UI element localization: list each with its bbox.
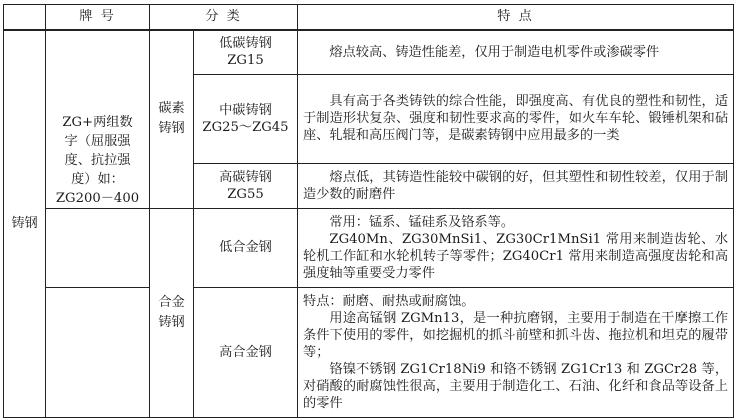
grade-note-continued bbox=[46, 208, 150, 287]
type-grade: ZG15 bbox=[227, 53, 264, 69]
header-col-category bbox=[4, 5, 46, 30]
type-name: 低碳铸钢 bbox=[219, 36, 272, 52]
feature-text: 用途高锰钢 ZGMn13，是一种抗磨钢，主要用于制造在干摩擦工作条件下使用的零件，如挖掘机的抓斗前壁和抓斗齿、拖拉机和坦克的履带等； bbox=[303, 310, 729, 360]
type-high-alloy: 高合金钢 bbox=[194, 287, 298, 417]
feature-text: 特点：耐磨、耐热或耐腐蚀。 bbox=[303, 293, 475, 309]
group-carbon-steel bbox=[150, 30, 194, 209]
feature-text: 铬镍不锈钢 ZG1Cr18Ni9 和铬不锈钢 ZG1Cr13 和 ZGCr28 等，对硝酸的耐腐蚀性很高，主要用于制造化工、石油、化纤和食品等设备上的零件 bbox=[303, 361, 729, 411]
group-label-line: 铸钢 bbox=[158, 314, 185, 330]
grade-note-line: 度、抗拉强 bbox=[64, 152, 131, 168]
type-high-carbon bbox=[194, 163, 298, 208]
grade-note-line: ZG+两组数 bbox=[62, 114, 133, 130]
grade-note-line: 字（屈服强 bbox=[64, 133, 131, 149]
feature-text: 常用：锰系、锰硅系及铬系等。 bbox=[329, 214, 515, 230]
type-grade: ZG25～ZG45 bbox=[202, 119, 289, 135]
feature-mid-carbon bbox=[298, 74, 734, 163]
feature-high-carbon bbox=[298, 163, 734, 208]
cast-steel-table bbox=[3, 4, 734, 418]
feature-low-carbon bbox=[298, 30, 734, 75]
row-low-carbon bbox=[4, 30, 734, 75]
header-row bbox=[4, 5, 734, 30]
type-mid-carbon bbox=[194, 74, 298, 163]
grade-note-continued bbox=[46, 287, 150, 417]
feature-text: 熔点低，其铸造性能较中碳钢的好，但其塑性和韧性较差，仅用于制造少数的耐磨件 bbox=[303, 169, 729, 202]
header-col-classification: 分 类 bbox=[150, 5, 298, 30]
feature-text: 熔点较高、铸造性能差，仅用于制造电机零件或渗碳零件 bbox=[329, 44, 660, 60]
grade-note-line: ZG200－400 bbox=[55, 190, 140, 206]
type-name: 中碳铸钢 bbox=[219, 102, 272, 118]
type-low-alloy: 低合金钢 bbox=[194, 208, 298, 287]
header-col-grade: 牌 号 bbox=[46, 5, 150, 30]
group-label-line: 铸钢 bbox=[158, 121, 185, 136]
feature-low-alloy bbox=[298, 208, 734, 287]
group-alloy-steel bbox=[150, 208, 194, 417]
row-high-alloy bbox=[4, 287, 734, 417]
feature-text: ZG40Mn、ZG30MnSi1、ZG30Cr1MnSi1 常用来制造齿轮、水轮机工作缸和水轮机转子等零件；ZG40Cr1 常用来制造高强度齿轮和高强度轴等重要受力零件 bbox=[303, 231, 729, 281]
type-low-carbon bbox=[194, 30, 298, 75]
group-label-line: 合金 bbox=[158, 294, 185, 310]
type-name: 高碳铸钢 bbox=[219, 169, 272, 185]
category-cell: 铸钢 bbox=[4, 30, 46, 418]
type-grade: ZG55 bbox=[227, 186, 264, 202]
group-label-line: 碳素 bbox=[158, 101, 185, 116]
grade-note-cell bbox=[46, 30, 150, 209]
feature-text: 具有高于各类铸铁的综合性能，即强度高、有优良的塑性和韧性，适于制造形状复杂、强度和韧性要求高的零件，如火车车轮、锻锤机架和砧座、轧辊和高压阀门等，是碳素铸钢中应用最多的一类 bbox=[303, 94, 729, 144]
row-low-alloy bbox=[4, 208, 734, 287]
grade-note-line: 度）如： bbox=[71, 171, 124, 187]
feature-high-alloy bbox=[298, 287, 734, 417]
header-col-features: 特 点 bbox=[298, 5, 734, 30]
